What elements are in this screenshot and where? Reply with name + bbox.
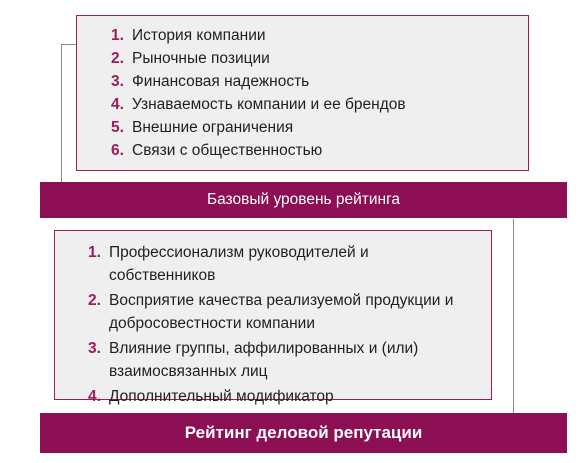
factor-number: 2.	[111, 50, 124, 67]
base-factors-box	[76, 15, 529, 171]
factor-text: Дополнительный модификатор	[109, 388, 334, 405]
factor-text: Финансовая надежность	[132, 73, 310, 90]
factor-text: Внешние ограничения	[132, 119, 294, 136]
factor-number: 2.	[88, 292, 101, 309]
factor-text: Связи с общественностью	[132, 142, 323, 159]
modifier-factors-list	[55, 231, 491, 408]
base-level-label: Базовый уровень рейтинга	[206, 191, 401, 208]
factor-number: 6.	[111, 142, 124, 159]
connector-line-right-vertical	[513, 219, 514, 414]
business-reputation-rating-bar	[40, 413, 567, 453]
factor-text: Рыночные позиции	[132, 50, 270, 67]
modifier-factor-item	[88, 241, 491, 287]
factor-text: История компании	[132, 27, 266, 44]
factor-number: 1.	[88, 244, 101, 261]
base-factor-item	[111, 139, 528, 162]
modifier-factors-box	[54, 230, 492, 405]
business-reputation-rating-label: Рейтинг деловой репутации	[184, 423, 423, 442]
factor-text: Профессионализм руководителей и собственников	[109, 244, 369, 284]
factor-number: 5.	[111, 119, 124, 136]
base-factor-item	[111, 47, 528, 70]
base-factor-item	[111, 24, 528, 47]
factor-number: 4.	[88, 388, 101, 405]
base-factor-item	[111, 70, 528, 93]
factor-text: Влияние группы, аффилированных и (или) взаимосвязанных лиц	[109, 340, 419, 380]
modifier-factor-item	[88, 385, 491, 408]
base-factor-item	[111, 93, 528, 116]
factor-text: Восприятие качества реализуемой продукции и добросовестности компании	[109, 292, 454, 332]
factor-number: 1.	[111, 27, 124, 44]
connector-line-left-vertical	[61, 44, 62, 183]
modifier-factor-item	[88, 337, 491, 383]
factor-number: 3.	[88, 340, 101, 357]
factor-number: 3.	[111, 73, 124, 90]
base-factors-list	[77, 16, 528, 162]
factor-number: 4.	[111, 96, 124, 113]
base-factor-item	[111, 116, 528, 139]
base-level-bar	[40, 182, 567, 218]
connector-line-left-horizontal	[61, 44, 77, 45]
modifier-factor-item	[88, 289, 491, 335]
factor-text: Узнаваемость компании и ее брендов	[132, 96, 406, 113]
